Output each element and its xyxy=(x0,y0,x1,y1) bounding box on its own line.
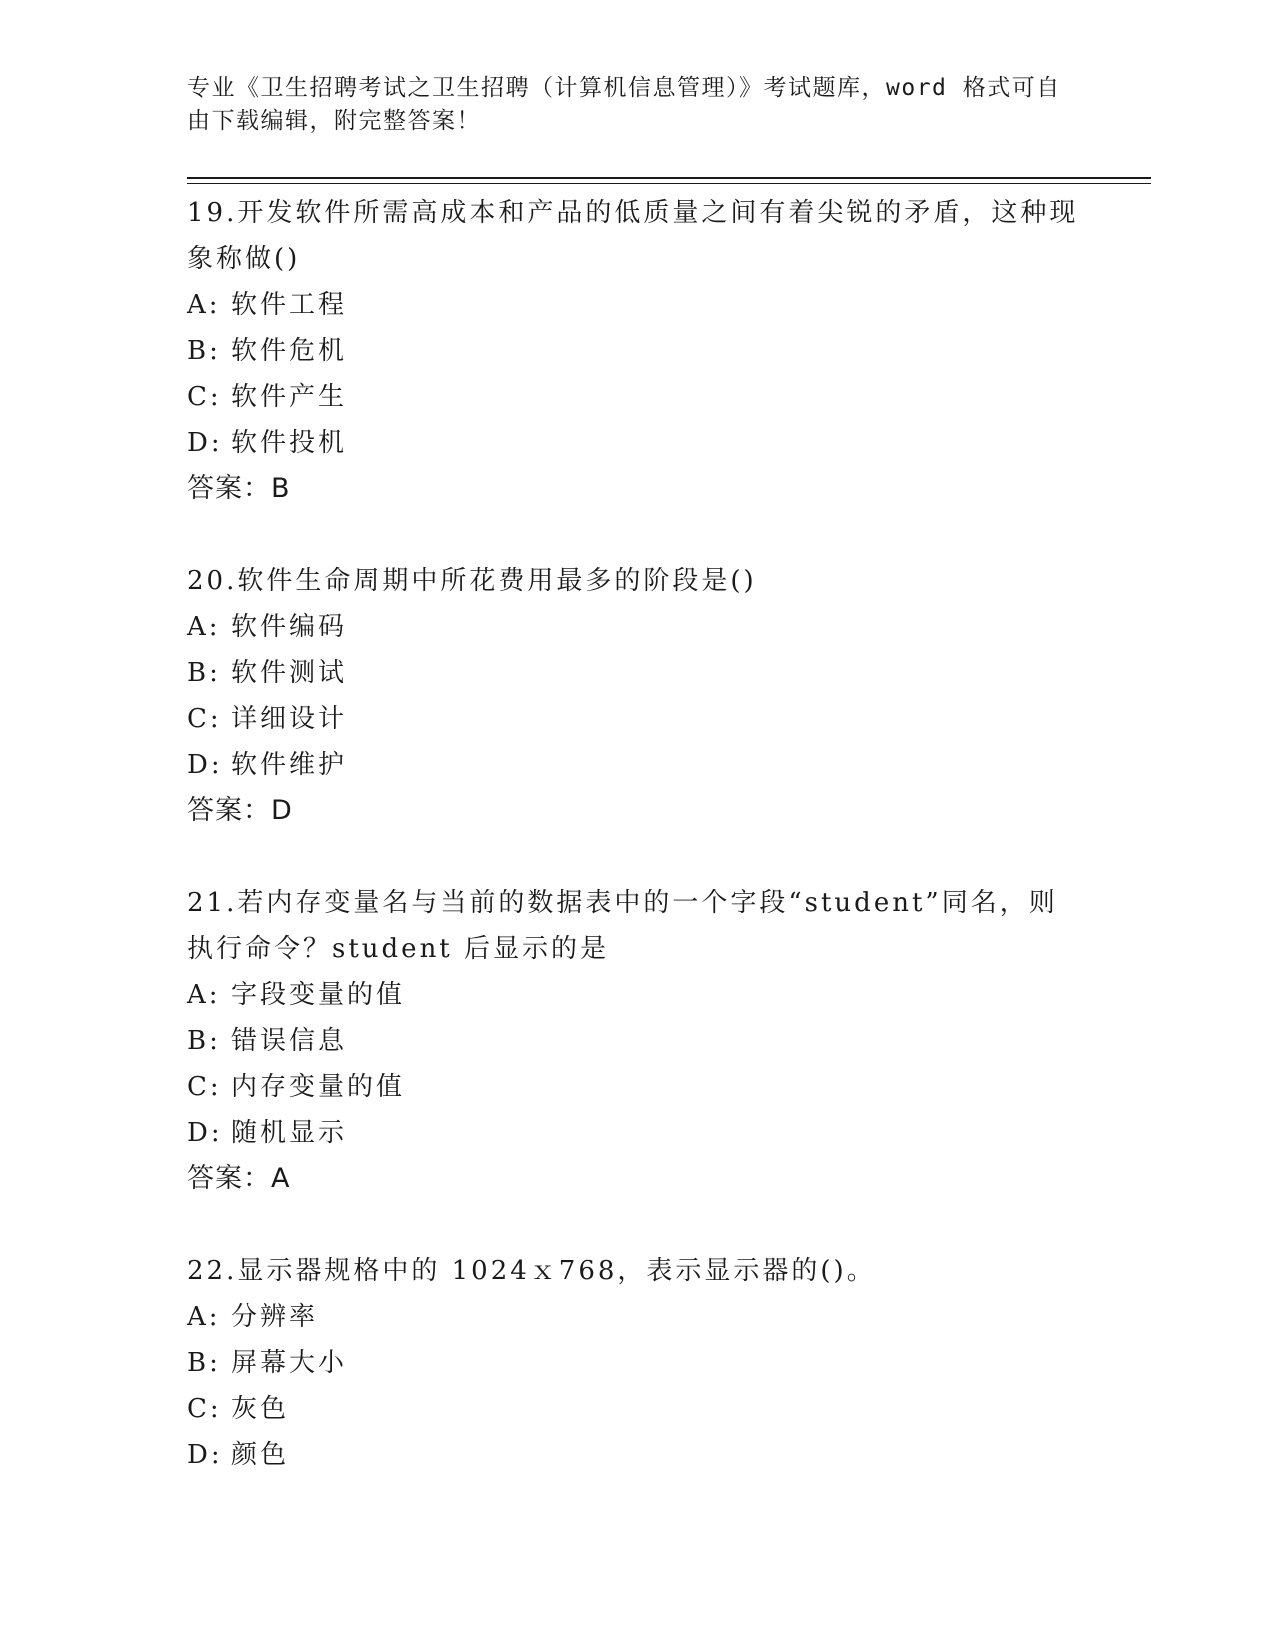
option-a xyxy=(187,604,1087,650)
option-text: 屏幕大小 xyxy=(231,1348,348,1378)
question-20 xyxy=(187,558,1087,834)
option-text: 软件维护 xyxy=(231,750,348,780)
answer-line: 答案：D xyxy=(187,795,293,826)
question-stem-line-2: 象称做() xyxy=(187,244,301,274)
question-stem-line-1: 22.显示器规格中的 1024ｘ768，表示显示器的()。 xyxy=(187,1256,876,1286)
option-c xyxy=(187,1064,1087,1110)
option-c xyxy=(187,696,1087,742)
option-text: 软件工程 xyxy=(231,290,348,320)
document-header xyxy=(187,72,1087,138)
question-stem-line-1: 21.若内存变量名与当前的数据表中的一个字段“student”同名，则 xyxy=(187,888,1058,918)
option-text: 随机显示 xyxy=(231,1118,348,1148)
option-c xyxy=(187,374,1087,420)
option-label: D: xyxy=(187,750,223,780)
option-b xyxy=(187,1340,1087,1386)
option-b xyxy=(187,1018,1087,1064)
question-stem-line-2: 执行命令？student 后显示的是 xyxy=(187,934,610,964)
option-d xyxy=(187,1110,1087,1156)
question-stem-line-1: 20.软件生命周期中所花费用最多的阶段是() xyxy=(187,566,757,596)
option-text: 灰色 xyxy=(231,1394,290,1424)
option-label: A: xyxy=(187,980,221,1010)
option-text: 字段变量的值 xyxy=(231,980,406,1010)
option-label: C: xyxy=(187,1072,222,1102)
option-a xyxy=(187,972,1087,1018)
option-b xyxy=(187,328,1087,374)
option-label: A: xyxy=(187,612,221,642)
option-label: B: xyxy=(187,1348,221,1378)
question-stem-line-1: 19.开发软件所需高成本和产品的低质量之间有着尖锐的矛盾，这种现 xyxy=(187,198,1079,228)
question-21 xyxy=(187,880,1087,1202)
option-text: 软件危机 xyxy=(231,336,348,366)
option-label: B: xyxy=(187,1026,221,1056)
option-label: A: xyxy=(187,290,221,320)
option-label: D: xyxy=(187,428,223,458)
question-19 xyxy=(187,190,1087,512)
option-text: 软件编码 xyxy=(231,612,348,642)
option-label: C: xyxy=(187,382,222,412)
header-divider-thick xyxy=(187,177,1151,179)
option-b xyxy=(187,650,1087,696)
option-text: 内存变量的值 xyxy=(231,1072,406,1102)
option-text: 软件投机 xyxy=(231,428,348,458)
option-label: C: xyxy=(187,704,222,734)
option-text: 详细设计 xyxy=(231,704,348,734)
option-label: A: xyxy=(187,1302,221,1332)
option-text: 颜色 xyxy=(231,1440,290,1470)
option-label: C: xyxy=(187,1394,222,1424)
option-text: 软件测试 xyxy=(231,658,348,688)
option-label: D: xyxy=(187,1440,223,1470)
option-a xyxy=(187,1294,1087,1340)
option-d xyxy=(187,742,1087,788)
option-label: B: xyxy=(187,658,221,688)
option-text: 软件产生 xyxy=(231,382,348,412)
option-label: B: xyxy=(187,336,221,366)
option-label: D: xyxy=(187,1118,223,1148)
question-22 xyxy=(187,1248,1087,1478)
answer-line: 答案：A xyxy=(187,1163,291,1194)
question-list xyxy=(187,190,1087,1524)
option-a xyxy=(187,282,1087,328)
header-line-1: 专业《卫生招聘考试之卫生招聘（计算机信息管理）》考试题库，word 格式可自 xyxy=(187,75,1061,101)
option-c xyxy=(187,1386,1087,1432)
header-divider-thin xyxy=(187,183,1151,184)
option-d xyxy=(187,420,1087,466)
answer-line: 答案：B xyxy=(187,473,291,504)
header-line-2: 由下载编辑，附完整答案！ xyxy=(187,108,481,134)
option-text: 分辨率 xyxy=(231,1302,319,1332)
option-text: 错误信息 xyxy=(231,1026,348,1056)
option-d xyxy=(187,1432,1087,1478)
